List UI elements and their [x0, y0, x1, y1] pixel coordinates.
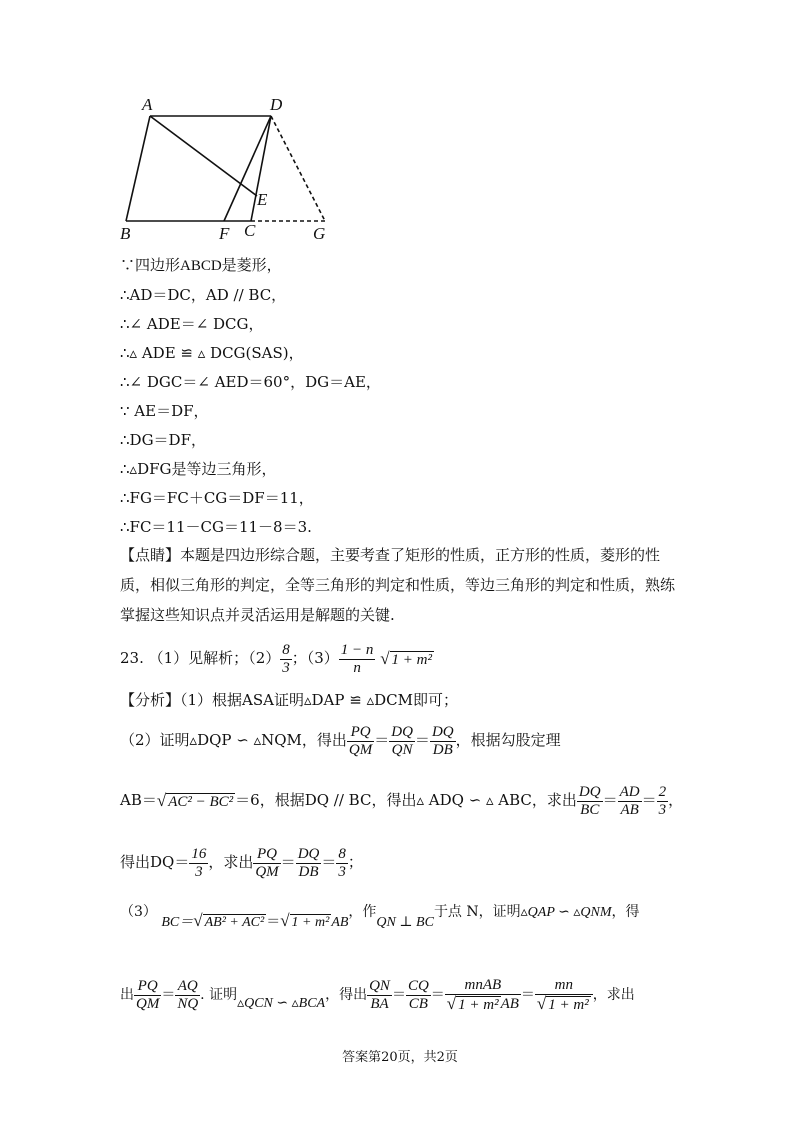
q23-part3: ；（3）: [291, 649, 339, 667]
frac-den: [535, 995, 593, 1014]
frac-num: AQ: [175, 978, 200, 996]
frac-num: CQ: [407, 977, 429, 994]
fraction: [389, 724, 415, 759]
sqrt: √ 1 + m²: [446, 993, 499, 1013]
frac-num: 2: [658, 783, 667, 800]
frac-num: AD: [619, 783, 640, 800]
frac-den: 3: [658, 801, 667, 818]
q23-fraction-3: [339, 642, 376, 677]
segment-dg: [271, 116, 325, 221]
sqrt: √ AC² − BC²: [156, 790, 234, 810]
frac-den: CB: [408, 995, 428, 1012]
frac-den: QN: [391, 741, 413, 758]
frac-den: BC: [580, 801, 600, 818]
label-b: B: [120, 224, 131, 242]
sqrt: √ AB² + AC²: [193, 911, 265, 930]
fraction: [347, 724, 374, 759]
frac-num: PQ: [134, 978, 161, 996]
label-c: C: [244, 221, 256, 240]
frac-num: mn: [535, 977, 593, 995]
proof-line: ∴DG＝DF，: [120, 431, 206, 449]
analysis-text: BC＝: [161, 915, 194, 930]
frac-den: QM: [136, 995, 160, 1012]
analysis-text: . 证明: [200, 987, 238, 1003]
fraction: [430, 724, 456, 759]
sqrt-content: AB² + AC²: [204, 915, 265, 930]
q23-part1: （1）见解析；: [148, 649, 249, 667]
label-f: F: [219, 224, 230, 242]
analysis-line-6: 出 $\frac{PQ}{QM}$ ＝ $\frac{AQ}{NQ}$ . 证明▵QCN ∽ ▵BCA，得出 $\frac{QN}{BA}$ ＝ $\frac{CQ}{CB}$ ＝ $\frac{\text{mnAB}}{\text{√ 1 + m² AB}}$ ＝ $\frac{mn}{\text{√ 1 + m²}}$ ，求出: [120, 976, 635, 1013]
frac-num: 1 − n: [340, 641, 374, 658]
proof-line: ∵ AE＝DF，: [120, 402, 209, 420]
q23-answer: [120, 640, 434, 678]
frac-num: 8: [338, 845, 346, 862]
label-g: G: [313, 224, 326, 242]
fraction: [336, 846, 348, 881]
proof-line: ∴▵ ADE ≌ ▵ DCG(SAS)，: [120, 344, 304, 362]
frac-den: 3: [338, 863, 346, 880]
proof-line: ∴▵DFG是等边三角形，: [120, 460, 277, 478]
sqrt-content: 1 + m²: [291, 915, 330, 930]
proof-line: ∴FG＝FC＋CG＝DF＝11，: [120, 489, 314, 507]
analysis-text: AB: [331, 915, 349, 930]
page-footer: 答案第20页，共2页: [342, 1050, 458, 1065]
analysis-text: （2）证明▵DQP ∽ ▵NQM，得出: [120, 731, 347, 749]
analysis-text: ，根据勾股定理: [455, 731, 561, 749]
fraction: [296, 846, 322, 881]
analysis-line-1: 【分析】（1）根据ASA证明▵DAP ≌ ▵DCM即可；: [120, 691, 458, 709]
frac-den: QM: [348, 741, 373, 758]
frac-num: mnAB: [445, 977, 521, 995]
analysis-text: ，求出: [208, 853, 254, 871]
frac-den: [445, 995, 521, 1014]
analysis-line-5: [120, 893, 640, 931]
q23-number: 23.: [120, 649, 144, 667]
analysis-text: AB＝: [120, 791, 157, 809]
proof-line: ∴AD＝DC，AD // BC，: [120, 286, 287, 304]
dianjing-paragraph: 【点睛】本题是四边形综合题，主要考查了矩形的性质，正方形的性质，菱形的性质，相似三角形的判定，全等三角形的判定和性质，等边三角形的判定和性质，熟练掌握这些知识点并灵活运用是解题的关键.: [120, 546, 676, 624]
analysis-text: QN ⊥ BC: [376, 915, 434, 930]
frac-num: PQ: [347, 724, 374, 742]
fraction: [657, 784, 669, 819]
fraction: [406, 978, 431, 1013]
fraction: [367, 978, 392, 1013]
sqrt-content: 1 + m²: [548, 996, 589, 1013]
sqrt: √ 1 + m²: [536, 993, 589, 1013]
proof-line: ∴∠ ADE＝∠ DCG，: [120, 315, 264, 333]
frac-den: n: [353, 659, 361, 676]
proof-line: ∵四边形ABCD是菱形，: [120, 258, 282, 274]
frac-den: NQ: [177, 995, 199, 1012]
frac-den: DB: [298, 863, 319, 880]
frac-num: DQ: [391, 723, 413, 740]
analysis-text: 出: [120, 987, 134, 1003]
analysis-text: ▵QAP ∽ ▵QNM: [520, 905, 612, 920]
frac-den: BA: [370, 995, 389, 1012]
geometry-figure: [115, 92, 375, 242]
sqrt-content: 1 + m²: [391, 651, 432, 668]
q23-sqrt: √ 1 + m²: [380, 648, 432, 668]
fraction: [618, 784, 642, 819]
fraction: [189, 846, 208, 881]
analysis-text: 于点 N，证明: [433, 904, 521, 920]
frac-den-tail: AB: [500, 995, 519, 1012]
proof-line: ∴∠ DGC＝∠ AED＝60°，DG＝AE，: [120, 373, 381, 391]
fraction: [445, 977, 521, 1014]
sqrt-content: AC² − BC²: [168, 793, 234, 810]
frac-den: DB: [432, 741, 453, 758]
fraction: [577, 784, 603, 819]
analysis-text: ＝: [266, 914, 281, 930]
analysis-text: ＝6，根据DQ // BC，得出▵ ADQ ∽ ▵ ABC，求出: [235, 791, 577, 809]
label-a: A: [142, 95, 153, 114]
analysis-text: （3）: [120, 904, 157, 920]
analysis-text: ，得出: [325, 987, 368, 1003]
analysis-line-3: AB＝√ AC² − BC² ＝6，根据DQ // BC，得出▵ ADQ ∽ ▵ ABC，求出 $\frac{DQ}{BC}$ ＝ $\frac{AD}{AB}$ ＝ $\frac{2}{3}$ ，: [120, 780, 683, 822]
frac-num: 8: [282, 641, 290, 658]
analysis-text: 得出DQ＝: [120, 853, 190, 871]
analysis-text: ，得: [611, 904, 640, 920]
frac-num: DQ: [297, 845, 320, 862]
analysis-text: ，作: [348, 904, 377, 920]
frac-num: 16: [191, 845, 207, 862]
proof-line: ∴FC＝11－CG＝11－8＝3.: [120, 518, 312, 536]
frac-num: QN: [369, 977, 390, 994]
frac-den: 3: [282, 659, 290, 676]
analysis-text: ▵QCN ∽ ▵BCA: [237, 996, 326, 1011]
label-d: D: [270, 95, 283, 114]
fraction: [535, 977, 593, 1014]
frac-den: QM: [255, 863, 279, 880]
sqrt: √ 1 + m²: [280, 911, 330, 930]
segment-ab: [126, 116, 150, 221]
frac-num: PQ: [253, 846, 280, 864]
analysis-line-2: （2）证明▵DQP ∽ ▵NQM，得出 $\frac{PQ}{QM}$ ＝ $\frac{DQ}{QN}$ ＝ $\frac{DQ}{DB}$ ，根据勾股定理: [120, 723, 561, 758]
frac-num: DQ: [431, 723, 454, 740]
frac-num: DQ: [578, 783, 601, 800]
fraction: [134, 978, 161, 1013]
analysis-text: ，求出: [592, 987, 635, 1003]
analysis-text: ；: [347, 853, 363, 871]
segment-ae: [150, 116, 257, 196]
label-e: E: [257, 190, 268, 209]
analysis-line-4: 得出DQ＝ $\frac{16}{3}$ ，求出 $\frac{PQ}{QM}$ ＝ $\frac{DQ}{DB}$ ＝ $\frac{8}{3}$ ；: [120, 845, 363, 880]
fraction: [253, 846, 280, 881]
frac-den: 3: [195, 863, 203, 880]
q23-fraction-2: [280, 642, 292, 677]
q23-part2: （2）: [248, 649, 281, 667]
analysis-text: ，: [668, 791, 684, 809]
frac-den: AB: [620, 801, 639, 818]
fraction: [175, 978, 200, 1013]
sqrt-content: 1 + m²: [458, 996, 499, 1013]
